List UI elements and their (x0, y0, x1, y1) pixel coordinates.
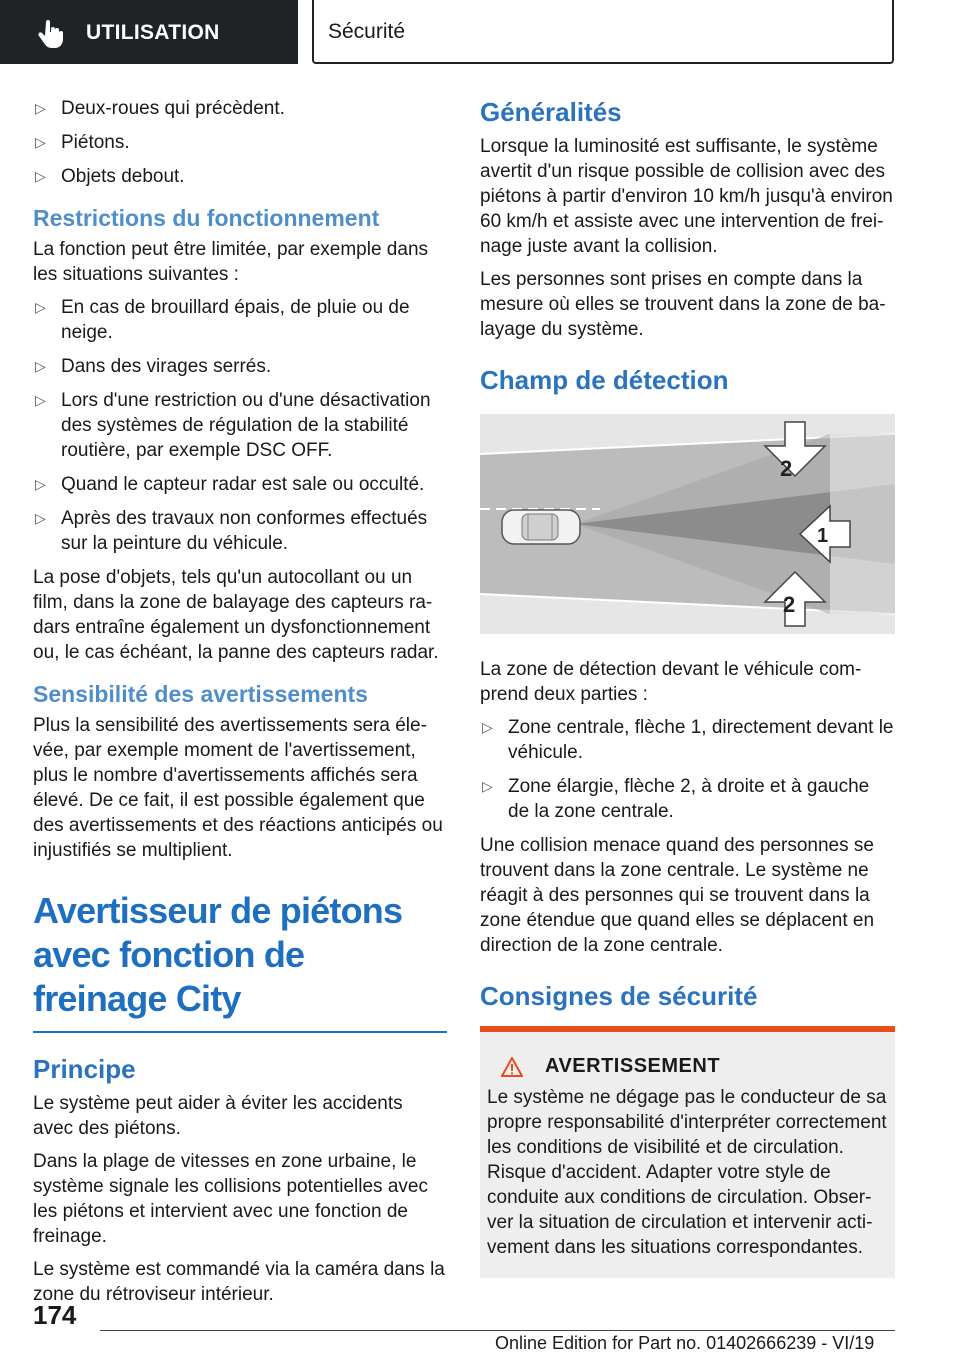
paragraph: La zone de détection devant le véhicule comprend deux parties : (480, 659, 862, 705)
heading-principe: Principe (33, 1054, 136, 1084)
hand-pointer-icon (38, 20, 64, 48)
list-item: ▷ En cas de brouillard épais, de pluie ou de neige. (35, 297, 410, 343)
paragraph: La fonction peut être limitée, par exemple dans les situations suivantes : (33, 239, 429, 285)
section-tab (0, 0, 298, 64)
list-item: ▷ Objets debout. (35, 166, 185, 187)
chapter-label: Sécurité (328, 20, 406, 43)
arrow-2-top-label: 2 (780, 456, 793, 481)
arrow-2-bottom-label: 2 (783, 592, 796, 617)
list-item: ▷ Dans des virages serrés. (35, 356, 272, 377)
paragraph: Le système est commandé via la caméra dans la zone du rétroviseur intérieur. (33, 1259, 445, 1305)
list-item: ▷ Piétons. (35, 132, 130, 153)
paragraph: Lorsque la luminosité est suffisante, le système avertit d'un risque possible de collision avec des piétons à partir d'environ 10 km/h jusqu'à environ 60 km/h et assiste avec une intervention de freinage juste avant la collision. (480, 136, 893, 257)
warning-title: AVERTISSEMENT (545, 1055, 721, 1077)
paragraph: Les personnes sont prises en compte dans la mesure où elles se trouvent dans la zone de balayage du système. (480, 269, 886, 340)
page-title: Avertisseur de piétons avec fonction de freinage City (33, 889, 447, 1033)
triangle-bullet-icon: ▷ (35, 510, 46, 526)
list-item: ▷ Quand le capteur radar est sale ou occulté. (35, 474, 425, 495)
triangle-bullet-icon: ▷ (35, 168, 46, 184)
heading-champ: Champ de détection (480, 365, 729, 395)
list-item: ▷ Lors d'une restriction ou d'une désactivation des systèmes de régulation de la stabilité routière, par exemple DSC OFF. (35, 390, 431, 461)
detection-field-figure (480, 414, 895, 634)
left-column (33, 96, 447, 1315)
paragraph: Plus la sensibilité des avertissements sera élevée, par exemple moment de l'avertissement, plus le nombre d'avertissements affichés sera élevé. De ce fait, il est possible également que des avertissements et des réactions anticipés ou injustifiés se multiplient. (33, 715, 443, 861)
triangle-bullet-icon: ▷ (35, 299, 46, 315)
triangle-bullet-icon: ▷ (482, 719, 493, 735)
triangle-bullet-icon: ▷ (35, 392, 46, 408)
chapter-tab (312, 0, 894, 64)
page-number: 174 (33, 1300, 77, 1330)
heading-generalites: Généralités (480, 97, 622, 127)
section-label: UTILISATION (86, 21, 220, 44)
heading-consignes: Consignes de sécurité (480, 981, 758, 1011)
paragraph: Dans la plage de vitesses en zone urbaine, le système signale les collisions potentielles avec les piétons et intervient avec une fonction de freinage. (33, 1151, 428, 1247)
bullet-list-champ (480, 715, 895, 824)
warning-text: Le système ne dégage pas le conducteur de sa propre responsabilité d'interpréter correctement les conditions de visibilité et de circulation. Risque d'accident. Adapter votre style de conduite aux conditions de circulation. Observer la situation de circulation et intervenir activement dans les situations correspondantes. (487, 1087, 887, 1258)
list-item: ▷ Zone centrale, flèche 1, directement devant le véhicule. (482, 717, 894, 763)
paragraph: Une collision menace quand des personnes se trouvent dans la zone centrale. Le système ne réagit à des personnes qui se trouvent dans la zone étendue que quand elles se déplacent en direction de la zone centrale. (480, 835, 875, 956)
footer-divider (100, 1330, 895, 1331)
list-item: ▷ Après des travaux non conformes effectués sur la peinture du véhicule. (35, 508, 428, 554)
triangle-bullet-icon: ▷ (35, 134, 46, 150)
paragraph: La pose d'objets, tels qu'un autocollant ou un film, dans la zone de balayage des capteurs radars entraîne également un dysfonctionnement ou, le cas échéant, la panne des capteurs radar. (33, 567, 439, 663)
car-icon (502, 510, 580, 544)
arrow-1-label: 1 (817, 525, 829, 547)
paragraph: Le système peut aider à éviter les accidents avec des piétons. (33, 1093, 403, 1139)
bullet-list-top (33, 96, 447, 189)
footer-edition: Online Edition for Part no. 01402666239 - VI/19 (495, 1333, 875, 1353)
heading-restrictions: Restrictions du fonctionnement (33, 205, 380, 231)
triangle-bullet-icon: ▷ (35, 100, 46, 116)
warning-triangle-icon (501, 1057, 523, 1077)
triangle-bullet-icon: ▷ (35, 476, 46, 492)
list-item: ▷ Zone élargie, flèche 2, à droite et à gauche de la zone centrale. (482, 776, 870, 822)
triangle-bullet-icon: ▷ (482, 778, 493, 794)
warning-box (480, 1026, 895, 1278)
right-column (480, 96, 895, 1278)
list-item: ▷ Deux-roues qui précèdent. (35, 98, 285, 119)
heading-sensibilite: Sensibilité des avertissements (33, 681, 368, 707)
warning-header (487, 1054, 889, 1079)
bullet-list-restrictions (33, 295, 447, 556)
triangle-bullet-icon: ▷ (35, 358, 46, 374)
